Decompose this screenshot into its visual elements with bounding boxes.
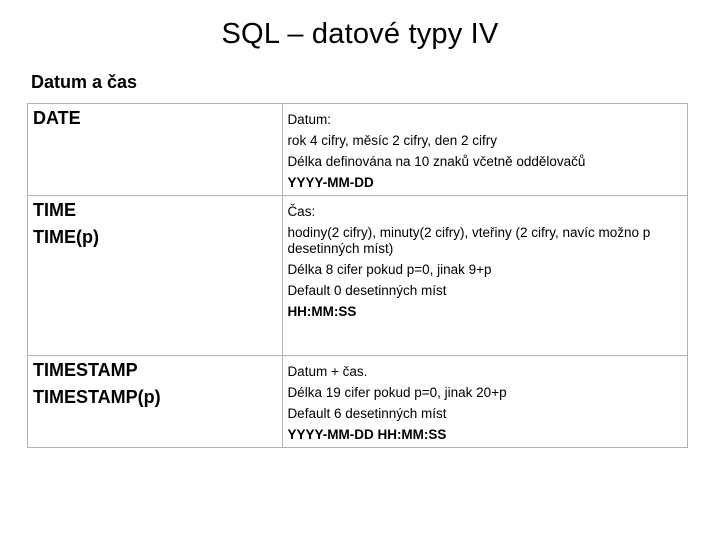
description-line: Datum + čas.	[287, 364, 368, 379]
description-line: Čas:	[287, 204, 316, 219]
table-row-timestamp	[28, 356, 688, 448]
table-row-time	[28, 196, 688, 356]
type-cell	[28, 104, 283, 196]
description-cell	[283, 196, 688, 356]
description-line: hodiny(2 cifry), minuty(2 cifry), vteřiny (2 cifry, navíc možno p desetinných míst)	[287, 225, 651, 256]
description-line: rok 4 cifry, měsíc 2 cifry, den 2 cifry	[287, 133, 497, 148]
type-cell	[28, 356, 283, 448]
slide-title: SQL – datové typy IV	[221, 18, 499, 50]
description-line: Délka 8 cifer pokud p=0, jinak 9+p	[287, 262, 492, 277]
description-cell	[283, 104, 688, 196]
datetime-types-table	[27, 103, 688, 448]
description-line: Datum:	[287, 112, 331, 127]
type-name: TIMESTAMP	[33, 360, 138, 380]
description-line: Default 0 desetinných míst	[287, 283, 447, 298]
description-line: Délka 19 cifer pokud p=0, jinak 20+p	[287, 385, 507, 400]
type-name: TIME	[33, 200, 76, 220]
table-row-date	[28, 104, 688, 196]
type-cell	[28, 196, 283, 356]
description-cell	[283, 356, 688, 448]
type-name: TIME(p)	[33, 227, 99, 247]
type-name: DATE	[33, 108, 81, 128]
description-line: Default 6 desetinných míst	[287, 406, 447, 421]
format-line: YYYY-MM-DD	[287, 175, 374, 190]
description-line: Délka definována na 10 znaků včetně oddělovačů	[287, 154, 586, 169]
format-line: YYYY-MM-DD HH:MM:SS	[287, 427, 447, 442]
section-heading: Datum a čas	[31, 72, 138, 92]
format-line: HH:MM:SS	[287, 304, 357, 319]
type-name: TIMESTAMP(p)	[33, 387, 161, 407]
